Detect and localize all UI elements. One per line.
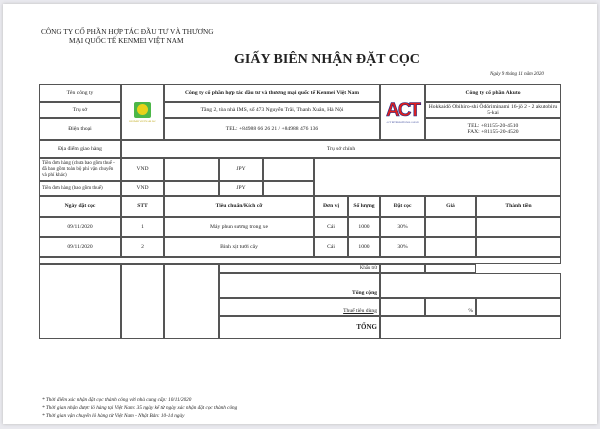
col-price: Giá xyxy=(425,196,476,217)
col-amount: Thành tiền xyxy=(476,196,561,217)
row1-spec: Máy phun sương trong xe xyxy=(164,217,314,237)
buyer-address: Hokkaidō Obihiro-shi Ōdōriminami 16-jō 2 - 2 akutobiru 5-kai xyxy=(425,102,561,118)
note-1: * Thời điểm xác nhận đặt cọc thành công với nhà cung cấp: 10/11/2020 xyxy=(42,397,192,403)
label-amount-excl-tax: Tiền đơn hàng (chưa bao gồm thuế - đã bao gồm toàn bộ phí vận chuyển và phí khác) xyxy=(39,158,121,181)
buyer-fax: FAX: +81155-20-4520 xyxy=(467,129,519,135)
buyer-logo xyxy=(380,84,425,140)
col-unit: Đơn vị xyxy=(314,196,348,217)
amount-incl-jpy-label: JPY xyxy=(219,181,263,196)
buyer-name: Công ty cổ phần Akuto xyxy=(425,84,561,102)
row1-no: 1 xyxy=(121,217,164,237)
seller-address: Tầng 2, tòa nhà IMS, số 473 Nguyễn Trãi, Thanh Xuân, Hà Nội xyxy=(164,102,380,118)
amount-excl-vnd-label: VND xyxy=(121,158,164,181)
amount-excl-jpy-label: JPY xyxy=(219,158,263,181)
seller-logo xyxy=(121,84,164,140)
col-deposit: Đặt cọc xyxy=(380,196,425,217)
totals-col3 xyxy=(164,264,219,339)
subtotal-value xyxy=(380,273,561,298)
label-amount-incl-tax: Tiền đơn hàng (bao gồm thuế) xyxy=(39,181,121,196)
label-total: TỔNG xyxy=(219,316,380,339)
amount-excl-jpy-value xyxy=(263,158,314,181)
row1-date: 09/11/2020 xyxy=(39,217,121,237)
totals-col2 xyxy=(121,264,164,339)
amount-incl-vnd-label: VND xyxy=(121,181,164,196)
amount-blank xyxy=(314,158,561,196)
row2-deposit: 30% xyxy=(380,237,425,257)
col-qty: Số lượng xyxy=(348,196,380,217)
row1-amount xyxy=(476,217,561,237)
row2-price xyxy=(425,237,476,257)
row2-unit: Cái xyxy=(314,237,348,257)
row2-spec: Bình xịt tưới cây xyxy=(164,237,314,257)
label-delivery: Địa điểm giao hàng xyxy=(39,140,121,158)
act-logo-icon: ACT xyxy=(385,99,420,121)
deduction-value-1 xyxy=(380,264,425,273)
label-office: Trụ sở xyxy=(39,102,121,118)
company-header-line2: MẠI QUỐC TẾ KENMEI VIỆT NAM xyxy=(69,36,184,45)
note-2: * Thời gian nhận được lô hàng tại Việt Nam: 35 ngày kể từ ngày xác nhận đặt cọc thành công xyxy=(42,405,238,411)
row2-amount xyxy=(476,237,561,257)
seller-name: Công ty cổ phần hợp tác đầu tư và thương mại quốc tế Kenmei Việt Nam xyxy=(164,84,380,102)
delivery-place: Trụ sở chính xyxy=(121,140,561,158)
amount-incl-vnd-value xyxy=(164,181,219,196)
seller-logo-text: KENMEI VIETNAM JSC xyxy=(129,119,156,123)
label-company: Tên công ty xyxy=(39,84,121,102)
row2-date: 09/11/2020 xyxy=(39,237,121,257)
col-no: STT xyxy=(121,196,164,217)
amount-incl-jpy-value xyxy=(263,181,314,196)
buyer-logo-sub: ACT INTERNATIONAL JAPAN xyxy=(386,120,419,124)
company-header-line1: CÔNG TY CỔ PHẦN HỢP TÁC ĐẦU TƯ VÀ THƯƠNG xyxy=(41,27,214,36)
row1-unit: Cái xyxy=(314,217,348,237)
label-phone: Điện thoại xyxy=(39,118,121,140)
row1-deposit: 30% xyxy=(380,217,425,237)
col-deposit-date: Ngày đặt cọc xyxy=(39,196,121,217)
row1-qty: 1000 xyxy=(348,217,380,237)
tax-amount xyxy=(476,298,561,316)
totals-col1 xyxy=(39,264,121,339)
col-spec: Tiêu chuẩn/Kích cỡ xyxy=(164,196,314,217)
label-deduction: Khấu trừ xyxy=(219,264,380,273)
row1-price xyxy=(425,217,476,237)
total-value xyxy=(380,316,561,339)
tax-value xyxy=(380,298,425,316)
document-date: Ngày 9 tháng 11 năm 2020 xyxy=(490,72,544,77)
label-consumption-tax: Thuế tiêu dùng xyxy=(219,298,380,316)
row2-qty: 1000 xyxy=(348,237,380,257)
label-subtotal: Tổng cộng xyxy=(219,273,380,298)
deduction-value-2 xyxy=(425,264,476,273)
buyer-tel: TEL: +81155-20-4510 xyxy=(467,122,519,129)
empty-row xyxy=(39,257,561,264)
kenmei-logo-icon xyxy=(134,102,151,118)
seller-phone: TEL: +84988 66 26 21 / +84988 476 136 xyxy=(164,118,380,140)
note-3: * Thời gian vận chuyển lô hàng từ Việt Nam - Nhật Bản: 10-14 ngày xyxy=(42,413,185,419)
tax-percent: % xyxy=(425,298,476,316)
document-title: GIẤY BIÊN NHẬN ĐẶT CỌC xyxy=(234,52,420,67)
buyer-contact xyxy=(425,118,561,140)
amount-excl-vnd-value xyxy=(164,158,219,181)
row2-no: 2 xyxy=(121,237,164,257)
